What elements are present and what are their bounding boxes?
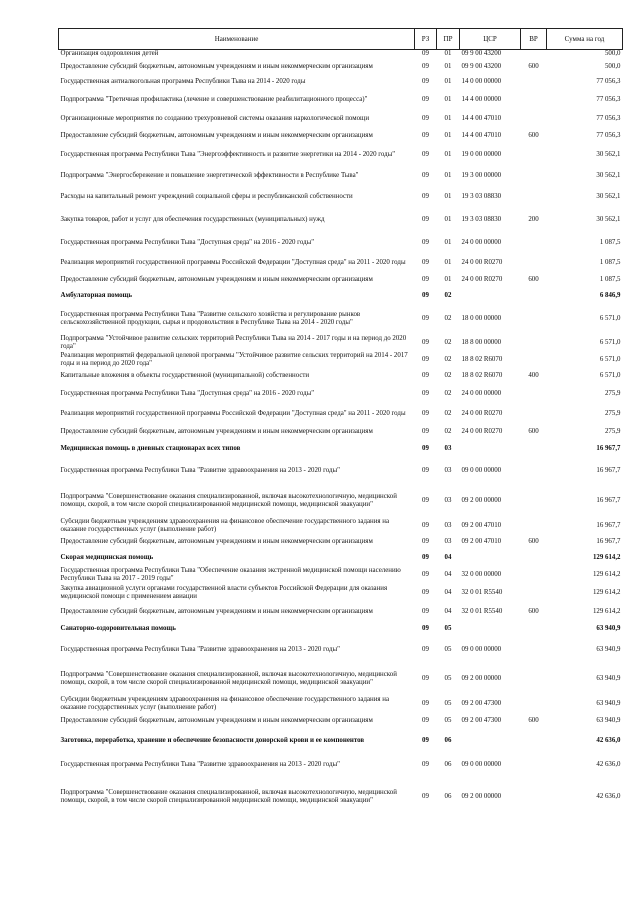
row-name: Субсидии бюджетным учреждениям здравоохранения на финансовое обеспечение государственного задания на оказание государственных услуг (выполнение работ) — [60, 695, 390, 711]
row-csr: 19 3 00 00000 — [461, 172, 502, 179]
row-vr — [521, 730, 547, 752]
row-pr: 05 — [444, 645, 452, 653]
table-row — [59, 352, 623, 368]
row-sum: 16 967,7 — [596, 444, 621, 452]
row-rz: 09 — [422, 78, 429, 85]
section-row — [59, 621, 623, 637]
row-rz: 09 — [422, 151, 429, 158]
row-vr: 600 — [528, 276, 539, 283]
table-row — [59, 603, 623, 621]
table-row — [59, 712, 623, 730]
row-rz: 09 — [422, 521, 429, 529]
row-sum: 16 967,7 — [596, 496, 621, 504]
table-row — [59, 335, 623, 352]
row-name: Скорая медицинская помощь — [60, 554, 154, 561]
row-name: Подпрограмма "Третичная профилактика (лечение и совершенствование реабилитационного процесса)" — [60, 96, 368, 103]
row-vr: 400 — [528, 372, 539, 379]
row-rz: 09 — [422, 624, 429, 632]
row-rz: 09 — [422, 193, 429, 200]
row-rz: 09 — [422, 538, 429, 545]
table-row — [59, 111, 623, 128]
row-rz: 09 — [422, 239, 429, 246]
row-pr: 02 — [444, 390, 452, 397]
row-csr: 18 8 00 00000 — [461, 339, 502, 346]
row-vr — [521, 50, 547, 59]
row-sum: 30 562,1 — [596, 151, 621, 158]
row-pr: 04 — [444, 589, 452, 596]
table-row — [59, 584, 623, 603]
row-pr: 01 — [444, 172, 452, 179]
row-rz: 09 — [422, 390, 429, 397]
row-pr: 02 — [444, 372, 452, 379]
row-pr: 01 — [444, 78, 452, 85]
row-sum: 6 571,0 — [599, 339, 621, 346]
row-sum: 30 562,1 — [596, 172, 621, 179]
header-csr: ЦСР — [460, 29, 521, 50]
row-rz: 09 — [422, 215, 429, 223]
row-rz: 09 — [422, 645, 429, 653]
table-row — [59, 187, 623, 208]
row-rz: 09 — [422, 172, 429, 179]
row-sum: 63 940,9 — [596, 699, 621, 707]
row-csr: 32 0 01 R5540 — [461, 589, 503, 596]
row-csr: 09 2 00 00000 — [461, 496, 502, 504]
header-rz: РЗ — [415, 29, 437, 50]
row-vr — [521, 335, 547, 352]
row-sum: 16 967,7 — [596, 538, 621, 545]
row-name: Подпрограмма "Совершенствование оказания специализированной, включая высокотехнологичную, медицинской помощи, скорой, в том числе скорой специализированной медицинской помощи, медицинской эвакуации" — [60, 671, 397, 686]
row-sum: 16 967,7 — [596, 466, 621, 474]
row-sum: 63 940,9 — [596, 716, 621, 724]
row-pr: 05 — [444, 675, 452, 682]
row-csr: 09 2 00 47300 — [461, 716, 502, 724]
row-sum: 500,0 — [604, 50, 621, 58]
row-vr — [521, 621, 547, 637]
row-sum: 6 571,0 — [599, 315, 621, 322]
row-sum: 77 056,3 — [596, 115, 621, 122]
row-sum: 6 571,0 — [599, 355, 621, 363]
row-rz: 09 — [422, 444, 429, 452]
row-csr — [460, 621, 521, 637]
row-csr: 09 0 00 00000 — [461, 645, 502, 653]
row-rz: 09 — [422, 62, 429, 70]
row-csr: 19 0 00 00000 — [461, 151, 502, 158]
table-row — [59, 145, 623, 166]
row-vr — [521, 440, 547, 458]
row-sum: 42 636,0 — [596, 760, 621, 768]
row-rz: 09 — [422, 716, 429, 724]
row-vr — [521, 289, 547, 304]
row-name: Государственная программа Республики Тыва "Обеспечение оказания экстренной медицинской помощи населению Республики Тыва на 2017 - 2019 годы" — [60, 566, 401, 582]
row-csr: 18 0 00 00000 — [461, 315, 502, 322]
row-pr: 01 — [444, 193, 452, 200]
row-rz: 09 — [422, 276, 429, 283]
row-sum: 275,9 — [604, 427, 621, 435]
row-sum: 77 056,3 — [596, 132, 621, 139]
row-vr: 200 — [528, 215, 539, 223]
row-pr: 02 — [444, 315, 452, 322]
table-row — [59, 50, 623, 59]
row-name: Предоставление субсидий бюджетным, автономным учреждениям и иным некоммерческим организациям — [60, 538, 373, 545]
row-vr — [521, 75, 547, 90]
row-csr: 24 0 00 R0270 — [461, 259, 503, 266]
row-csr: 14 4 00 47010 — [461, 132, 502, 139]
row-vr — [521, 145, 547, 166]
row-pr: 05 — [444, 699, 452, 707]
table-row — [59, 663, 623, 696]
row-name: Предоставление субсидий бюджетным, автономным учреждениям и иным некоммерческим организациям — [60, 276, 373, 283]
row-vr — [521, 484, 547, 518]
row-rz: 09 — [422, 115, 429, 122]
table-row — [59, 458, 623, 484]
row-sum: 1 087,5 — [599, 259, 621, 266]
row-vr: 600 — [528, 716, 539, 724]
row-name: Реализация мероприятий государственной программы Российской Федерации "Доступная среда" на 2011 - 2020 годы — [60, 259, 406, 266]
row-vr: 600 — [528, 607, 539, 615]
row-csr: 09 2 00 47010 — [461, 538, 502, 545]
row-vr — [521, 404, 547, 424]
table-row — [59, 385, 623, 404]
section-row — [59, 551, 623, 566]
row-name: Государственная программа Республики Тыва "Доступная среда" на 2016 - 2020 годы" — [60, 390, 315, 397]
budget-table — [58, 28, 623, 816]
section-row — [59, 440, 623, 458]
row-csr: 09 9 00 43200 — [461, 50, 502, 58]
row-csr: 09 2 00 47300 — [461, 699, 502, 707]
row-pr: 03 — [444, 466, 452, 474]
row-pr: 03 — [444, 496, 452, 504]
row-vr — [521, 518, 547, 534]
row-name: Государственная программа Республики Тыва "Развитие здравоохранения на 2013 - 2020 годы" — [60, 466, 340, 474]
row-pr: 01 — [444, 276, 452, 283]
row-rz: 09 — [422, 132, 429, 139]
row-rz: 09 — [422, 699, 429, 707]
row-name: Медицинская помощь в дневных стационарах всех типов — [60, 444, 241, 452]
row-rz: 09 — [422, 736, 429, 744]
row-csr — [460, 551, 521, 566]
table-row — [59, 208, 623, 232]
table-row — [59, 566, 623, 584]
row-name: Заготовка, переработка, хранение и обеспечение безопасности донорской крови и ее компонентов — [60, 736, 365, 744]
header-sum: Сумма на год — [547, 29, 623, 50]
row-csr: 24 0 00 00000 — [461, 390, 502, 397]
table-row — [59, 272, 623, 289]
row-sum: 77 056,3 — [596, 78, 621, 85]
row-pr: 03 — [444, 521, 452, 529]
row-csr: 24 0 00 00000 — [461, 239, 502, 246]
row-vr — [521, 778, 547, 816]
row-name: Подпрограмма "Совершенствование оказания специализированной, включая высокотехнологичную, медицинской помощи, скорой, в том числе скорой специализированной медицинской помощи, медицинской эвакуации" — [60, 492, 397, 508]
section-row — [59, 730, 623, 752]
row-pr: 02 — [444, 339, 452, 346]
row-csr: 14 4 00 47010 — [461, 115, 502, 122]
table-row — [59, 424, 623, 440]
row-sum: 63 940,9 — [596, 675, 621, 682]
row-name: Подпрограмма "Устойчивое развитие сельских территорий Республики Тыва на 2014 - 2017 годы и на период до 2020 года" — [60, 335, 407, 350]
row-csr: 09 0 00 00000 — [461, 466, 502, 474]
row-rz: 09 — [422, 50, 429, 58]
table-row — [59, 59, 623, 75]
row-name: Реализация мероприятий государственной программы Российской Федерации "Доступная среда" на 2011 - 2020 годы — [60, 409, 406, 417]
row-name: Закупка авиационной услуги органами государственной власти субъектов Российской Федерации для оказания медицинской помощи с применением авиации — [60, 585, 388, 600]
row-sum: 16 967,7 — [596, 521, 621, 529]
row-rz: 09 — [422, 315, 429, 322]
row-rz: 09 — [422, 355, 429, 363]
row-rz: 09 — [422, 372, 429, 379]
row-sum: 6 846,9 — [599, 292, 621, 299]
row-pr: 06 — [444, 792, 452, 800]
row-pr: 02 — [444, 427, 452, 435]
table-row — [59, 752, 623, 778]
row-pr: 03 — [444, 444, 452, 452]
row-vr — [521, 232, 547, 255]
row-csr — [460, 289, 521, 304]
row-name: Организационные мероприятия по созданию трехуровневой системы оказания наркологической помощи — [60, 115, 370, 122]
row-sum: 30 562,1 — [596, 193, 621, 200]
row-vr — [521, 584, 547, 603]
table-row — [59, 696, 623, 712]
row-name: Государственная программа Республики Тыва "Развитие здравоохранения на 2013 - 2020 годы" — [60, 645, 340, 653]
row-pr: 04 — [444, 607, 452, 615]
row-csr: 32 0 01 R5540 — [461, 607, 503, 615]
table-row — [59, 90, 623, 111]
row-name: Предоставление субсидий бюджетным, автономным учреждениям и иным некоммерческим организациям — [60, 132, 373, 139]
row-vr — [521, 304, 547, 335]
row-rz: 09 — [422, 427, 429, 435]
row-rz: 09 — [422, 259, 429, 266]
row-name: Амбулаторная помощь — [60, 292, 132, 299]
row-rz: 09 — [422, 570, 429, 578]
row-vr — [521, 385, 547, 404]
row-sum: 63 940,9 — [596, 645, 621, 653]
row-rz: 09 — [422, 589, 429, 596]
row-rz: 09 — [422, 760, 429, 768]
row-sum: 275,9 — [604, 390, 621, 397]
row-sum: 129 614,2 — [592, 589, 621, 596]
row-sum: 1 087,5 — [599, 239, 621, 246]
row-vr: 600 — [528, 62, 539, 70]
row-pr: 02 — [444, 355, 452, 363]
row-vr — [521, 637, 547, 663]
row-pr: 01 — [444, 132, 452, 139]
row-sum: 63 940,9 — [596, 624, 621, 632]
row-pr: 02 — [444, 292, 452, 299]
row-pr: 01 — [444, 96, 452, 103]
row-sum: 129 614,2 — [592, 607, 621, 615]
row-vr: 600 — [528, 132, 539, 139]
row-name: Государственная антиалкогольная программа Республики Тыва на 2014 - 2020 годы — [60, 78, 306, 85]
row-sum: 500,0 — [604, 62, 621, 70]
row-csr: 09 2 00 47010 — [461, 521, 502, 529]
row-csr: 14 0 00 00000 — [461, 78, 502, 85]
row-name: Предоставление субсидий бюджетным, автономным учреждениям и иным некоммерческим организациям — [60, 607, 373, 615]
row-csr: 24 0 00 R0270 — [461, 427, 503, 435]
row-rz: 09 — [422, 96, 429, 103]
row-vr — [521, 187, 547, 208]
row-sum: 6 571,0 — [599, 372, 621, 379]
table-row — [59, 534, 623, 551]
table-row — [59, 778, 623, 816]
row-name: Предоставление субсидий бюджетным, автономным учреждениям и иным некоммерческим организациям — [60, 716, 373, 724]
row-vr: 600 — [528, 538, 539, 545]
row-name: Закупка товаров, работ и услуг для обеспечения государственных (муниципальных) нужд — [60, 215, 325, 223]
row-pr: 05 — [444, 624, 452, 632]
row-name: Государственная программа Республики Тыва "Развитие сельского хозяйства и регулирование рынков сельскохозяйственной продукции, сырья и продовольствия в Республике Тыва на 2014 - 2020 годы" — [60, 311, 361, 326]
row-vr — [521, 255, 547, 272]
row-pr: 04 — [444, 570, 452, 578]
row-csr: 32 0 00 00000 — [461, 570, 502, 578]
row-sum: 129 614,2 — [592, 570, 621, 578]
row-name: Предоставление субсидий бюджетным, автономным учреждениям и иным некоммерческим организациям — [60, 427, 373, 435]
header-name: Наименование — [59, 29, 415, 50]
row-name: Субсидии бюджетным учреждениям здравоохранения на финансовое обеспечение государственного задания на оказание государственных услуг (выполнение работ) — [60, 517, 390, 533]
row-name: Реализация мероприятий федеральной целевой программы "Устойчивое развитие сельских территорий на 2014 - 2017 годы и на период до 2020 года" — [60, 351, 408, 367]
row-sum: 275,9 — [604, 409, 621, 417]
row-vr — [521, 166, 547, 187]
table-row — [59, 232, 623, 255]
row-pr: 04 — [444, 554, 452, 561]
row-pr: 06 — [444, 736, 452, 744]
row-vr — [521, 663, 547, 696]
row-pr: 05 — [444, 716, 452, 724]
table-row — [59, 637, 623, 663]
row-csr: 14 4 00 00000 — [461, 96, 502, 103]
row-name: Государственная программа Республики Тыва "Энергоэффективность и развитие энергетики на 2014 - 2020 годы" — [60, 151, 396, 158]
row-vr — [521, 90, 547, 111]
row-vr — [521, 752, 547, 778]
row-name: Расходы на капитальный ремонт учреждений социальной сферы и республиканской собственности — [60, 193, 353, 200]
row-csr: 19 3 03 08830 — [461, 193, 502, 200]
section-row — [59, 289, 623, 304]
row-csr: 24 0 00 R0270 — [461, 409, 503, 417]
row-vr — [521, 111, 547, 128]
table-row — [59, 304, 623, 335]
row-name: Государственная программа Республики Тыва "Развитие здравоохранения на 2013 - 2020 годы" — [60, 760, 340, 768]
table-header-row — [59, 29, 623, 50]
row-csr: 09 2 00 00000 — [461, 792, 502, 800]
table-row — [59, 166, 623, 187]
row-pr: 01 — [444, 50, 452, 58]
row-pr: 01 — [444, 239, 452, 246]
row-name: Государственная программа Республики Тыва "Доступная среда" на 2016 - 2020 годы" — [60, 239, 315, 246]
row-pr: 01 — [444, 62, 452, 70]
row-csr: 18 8 02 R6070 — [461, 372, 503, 379]
row-name: Подпрограмма "Совершенствование оказания специализированной, включая высокотехнологичную, медицинской помощи, скорой, в том числе скорой специализированной медицинской помощи, медицинской эвакуации" — [60, 788, 397, 804]
table-row — [59, 75, 623, 90]
row-rz: 09 — [422, 792, 429, 800]
row-pr: 02 — [444, 409, 452, 417]
row-vr — [521, 551, 547, 566]
row-sum: 77 056,3 — [596, 96, 621, 103]
row-csr: 24 0 00 R0270 — [461, 276, 503, 283]
table-row — [59, 404, 623, 424]
table-row — [59, 484, 623, 518]
row-vr — [521, 352, 547, 368]
row-name: Капитальные вложения в объекты государственной (муниципальной) собственности — [60, 372, 310, 379]
row-csr: 18 8 02 R6070 — [461, 355, 503, 363]
row-sum: 1 087,5 — [599, 276, 621, 283]
row-rz: 09 — [422, 466, 429, 474]
row-rz: 09 — [422, 292, 429, 299]
row-sum: 42 636,0 — [596, 736, 621, 744]
row-csr: 09 0 00 00000 — [461, 760, 502, 768]
row-pr: 01 — [444, 259, 452, 266]
row-csr: 09 9 00 43200 — [461, 62, 502, 70]
row-pr: 01 — [444, 115, 452, 122]
row-csr — [460, 440, 521, 458]
row-vr — [521, 566, 547, 584]
row-pr: 01 — [444, 215, 452, 223]
row-sum: 42 636,0 — [596, 792, 621, 800]
row-name: Предоставление субсидий бюджетным, автономным учреждениям и иным некоммерческим организациям — [60, 62, 373, 70]
row-vr: 600 — [528, 427, 539, 435]
row-pr: 03 — [444, 538, 452, 545]
header-vr: ВР — [521, 29, 547, 50]
row-csr: 09 2 00 00000 — [461, 675, 502, 682]
row-vr — [521, 696, 547, 712]
row-rz: 09 — [422, 496, 429, 504]
row-rz: 09 — [422, 554, 429, 561]
row-rz: 09 — [422, 607, 429, 615]
table-body — [59, 50, 623, 816]
header-pr: ПР — [437, 29, 460, 50]
row-sum: 129 614,2 — [592, 554, 621, 561]
row-sum: 30 562,1 — [596, 215, 621, 223]
table-row — [59, 128, 623, 145]
row-pr: 06 — [444, 760, 452, 768]
row-vr — [521, 458, 547, 484]
row-name: Подпрограмма "Энергосбережение и повышение энергетической эффективности в Республике Тыва" — [60, 172, 359, 179]
row-csr — [460, 730, 521, 752]
row-rz: 09 — [422, 675, 429, 682]
row-rz: 09 — [422, 339, 429, 346]
table-row — [59, 518, 623, 534]
row-name: Организация оздоровления детей — [60, 50, 159, 58]
row-pr: 01 — [444, 151, 452, 158]
table-row — [59, 255, 623, 272]
table-row — [59, 368, 623, 385]
row-name: Санаторно-оздоровительная помощь — [60, 624, 176, 632]
row-rz: 09 — [422, 409, 429, 417]
row-csr: 19 3 03 08830 — [461, 215, 502, 223]
